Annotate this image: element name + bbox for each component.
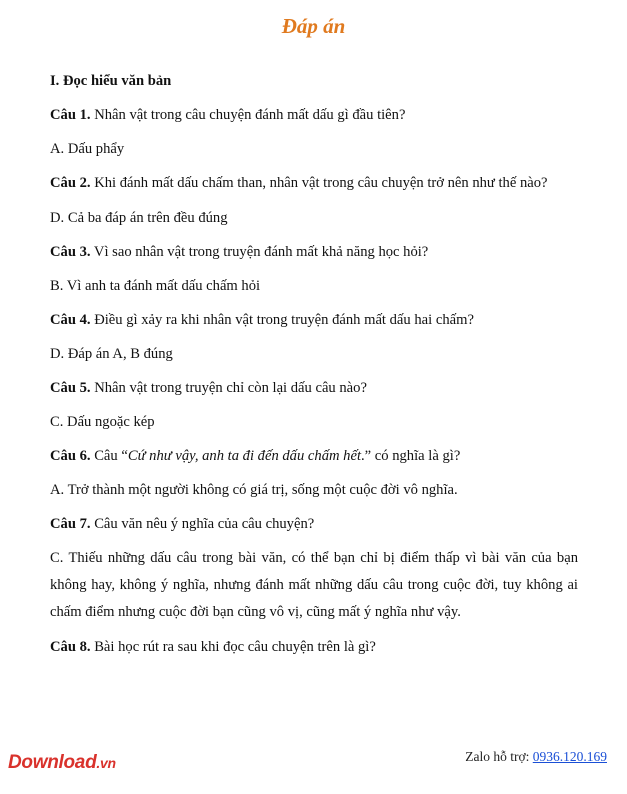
download-logo[interactable] <box>8 752 116 774</box>
question-text: Điều gì xảy ra khi nhân vật trong truyện đánh mất dấu hai chấm? <box>90 312 474 328</box>
question-label: Câu 6. <box>50 448 91 464</box>
page-title: Đáp án <box>281 14 346 38</box>
zalo-phone-link[interactable]: 0936.120.169 <box>532 749 607 764</box>
question-label: Câu 8. <box>50 639 91 655</box>
question-text: Bài học rút ra sau khi đọc câu chuyện trên là gì? <box>90 639 376 655</box>
logo-suffix: .vn <box>96 755 116 771</box>
question-7 <box>50 511 578 537</box>
zalo-label: Zalo hỗ trợ: <box>465 749 533 764</box>
question-text-pre: Câu “ <box>90 448 128 464</box>
question-6 <box>50 443 578 469</box>
answer-4: D. Đáp án A, B đúng <box>50 346 173 362</box>
question-quote: Cứ như vậy, anh ta đi đến dấu chấm hết <box>127 448 362 464</box>
answer-2: D. Cả ba đáp án trên đều đúng <box>50 210 228 226</box>
answer-3: B. Vì anh ta đánh mất dấu chấm hỏi <box>50 278 261 294</box>
answer-7: C. Thiếu những dấu câu trong bài văn, có thể bạn chỉ bị điểm thấp vì bài văn của bạn không hay, không ý nghĩa, nhưng đánh mất những dấu câu trong cuộc đời, tuy không ai chấm điểm nhưng cuộc đời bạn cũng vô vị, cũng mất ý nghĩa như vậy. <box>50 550 578 620</box>
question-text-post: .” có nghĩa là gì? <box>361 448 461 464</box>
logo-main: Download <box>8 752 97 773</box>
question-label: Câu 3. <box>50 244 91 260</box>
document-body <box>50 68 578 668</box>
question-8 <box>50 634 578 660</box>
question-2 <box>50 170 578 197</box>
answer-1: A. Dấu phẩy <box>50 141 125 157</box>
question-label: Câu 1. <box>50 107 91 123</box>
section-heading: I. Đọc hiểu văn bản <box>50 73 172 89</box>
question-text: Vì sao nhân vật trong truyện đánh mất khả năng học hỏi? <box>90 244 429 260</box>
question-text: Nhân vật trong câu chuyện đánh mất dấu gì đầu tiên? <box>90 107 406 123</box>
question-5 <box>50 375 578 401</box>
question-text: Câu văn nêu ý nghĩa của câu chuyện? <box>90 516 315 532</box>
question-4 <box>50 307 578 333</box>
question-label: Câu 5. <box>50 380 91 396</box>
question-text: Nhân vật trong truyện chỉ còn lại dấu câu nào? <box>90 380 367 396</box>
answer-5: C. Dấu ngoặc kép <box>50 414 155 430</box>
question-1 <box>50 102 578 128</box>
question-text: Khi đánh mất dấu chấm than, nhân vật trong câu chuyện trở nên như thế nào? <box>90 175 548 191</box>
question-label: Câu 7. <box>50 516 91 532</box>
question-label: Câu 4. <box>50 312 91 328</box>
question-3 <box>50 239 578 265</box>
zalo-support <box>465 749 607 765</box>
question-label: Câu 2. <box>50 175 91 191</box>
answer-6: A. Trở thành một người không có giá trị, sống một cuộc đời vô nghĩa. <box>50 482 458 498</box>
